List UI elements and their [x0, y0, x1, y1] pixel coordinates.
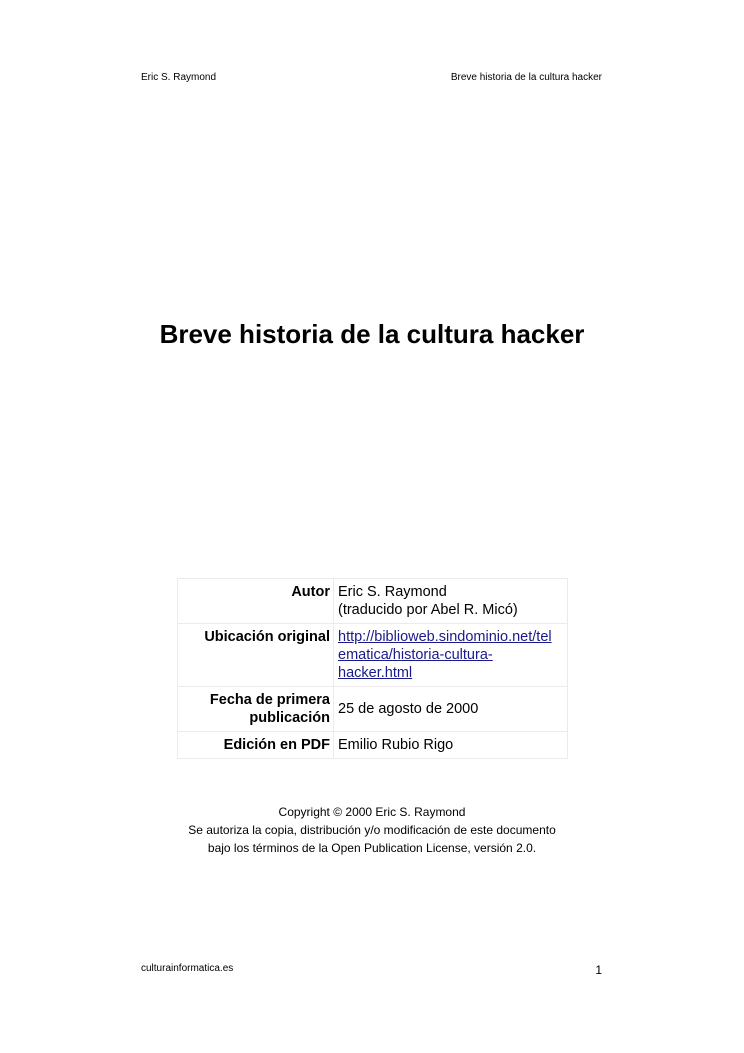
table-row — [178, 732, 568, 759]
table-row — [178, 687, 568, 732]
label-pdf-edition — [178, 732, 334, 759]
label-first-publication-line-1: Fecha de primera — [209, 692, 330, 708]
footer-site: culturainformatica.es — [141, 963, 234, 974]
label-author-text: Autor — [291, 584, 330, 600]
label-original-location-text: Ubicación original — [204, 629, 330, 645]
value-first-publication — [334, 687, 568, 732]
label-first-publication-line-2: publicación — [249, 710, 330, 726]
metadata-table — [177, 578, 568, 759]
label-pdf-edition-text: Edición en PDF — [223, 737, 330, 753]
link-line-3[interactable]: hacker.html — [338, 665, 413, 681]
translator-note: (traducido por Abel R. Micó) — [338, 602, 518, 618]
license-line-1: Se autoriza la copia, distribución y/o modificación de este documento — [188, 823, 556, 837]
publication-date: 25 de agosto de 2000 — [338, 701, 479, 717]
author-name: Eric S. Raymond — [338, 584, 447, 600]
copyright-notice — [0, 803, 744, 857]
page-title: Breve historia de la cultura hacker — [159, 319, 585, 349]
license-line-2: bajo los términos de la Open Publication License, versión 2.0. — [207, 841, 537, 855]
original-location-link[interactable] — [338, 628, 563, 682]
header-doc-title: Breve historia de la cultura hacker — [450, 72, 602, 83]
page-number: 1 — [595, 963, 602, 977]
table-row — [178, 624, 568, 687]
link-line-1[interactable]: http://biblioweb.sindominio.net/tel — [338, 629, 552, 645]
value-original-location — [334, 624, 568, 687]
copyright-line: Copyright © 2000 Eric S. Raymond — [278, 805, 466, 819]
table-row — [178, 579, 568, 624]
header-author: Eric S. Raymond — [141, 72, 217, 83]
label-first-publication — [178, 687, 334, 732]
value-author — [334, 579, 568, 624]
pdf-editor-name: Emilio Rubio Rigo — [338, 737, 454, 753]
label-original-location — [178, 624, 334, 687]
label-author — [178, 579, 334, 624]
link-line-2[interactable]: ematica/historia-cultura- — [338, 647, 493, 663]
value-pdf-edition — [334, 732, 568, 759]
